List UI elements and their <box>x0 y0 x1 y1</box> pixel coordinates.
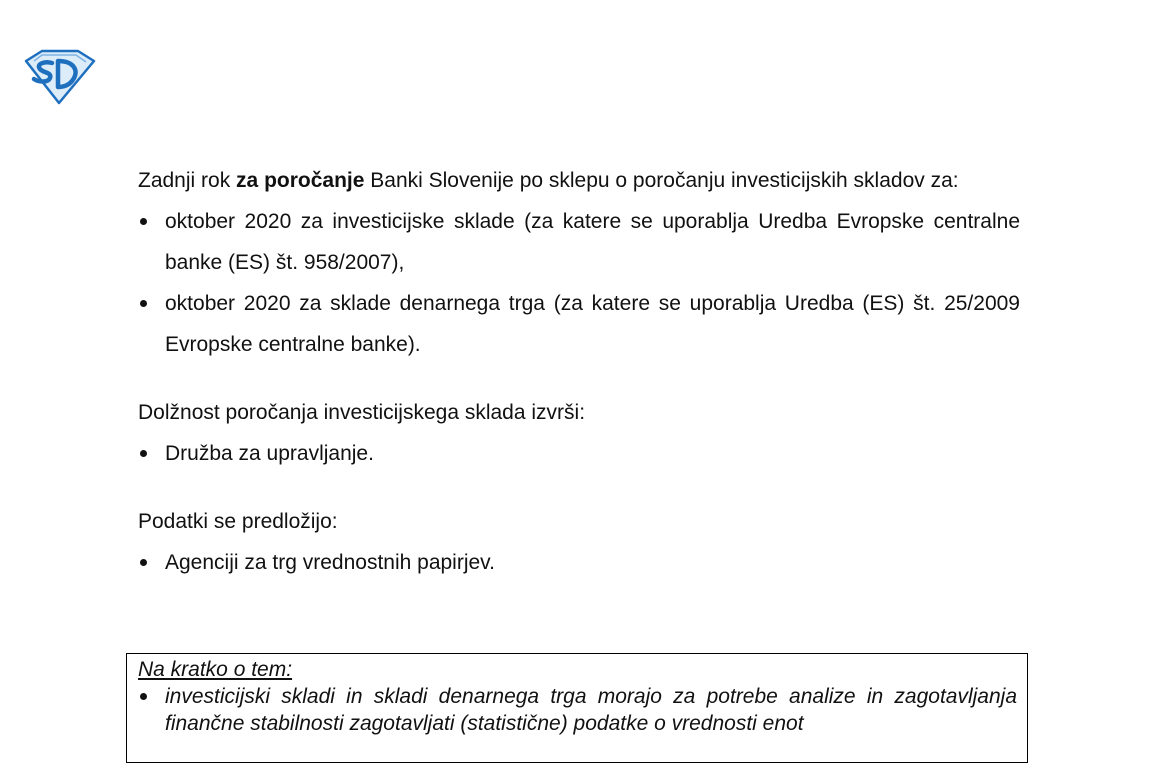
duty-list <box>138 433 1020 474</box>
sd-shield-logo-icon <box>22 47 96 105</box>
list-item: oktober 2020 za sklade denarnega trga (za katere se uporablja Uredba (ES) št. 25/2009 Evropske centralne banke). <box>138 283 1020 365</box>
reporting-deadline-paragraph <box>138 160 1020 201</box>
list-item: investicijski skladi in skladi denarnega trga morajo za potrebe analize in zagotavljanja finančne stabilnosti zagotavljati (statistične) podatke o vrednosti enot <box>138 683 1017 737</box>
list-item: oktober 2020 za investicijske sklade (za katere se uporablja Uredba Evropske centralne banke (ES) št. 958/2007), <box>138 201 1020 283</box>
list-item: Družba za upravljanje. <box>138 433 1020 474</box>
document-body <box>138 160 1020 583</box>
reporting-duty-heading: Dolžnost poročanja investicijskega sklada izvrši: <box>138 401 586 424</box>
submission-list <box>138 542 1020 583</box>
summary-heading: Na kratko o tem: <box>138 658 293 681</box>
intro-bold-term: poročanje <box>264 169 365 192</box>
intro-text-rest: Banki Slovenije po sklepu o poročanju investicijskih skladov za: <box>364 169 959 192</box>
intro-text: Zadnji rok <box>138 169 237 192</box>
submission-heading: Podatki se predložijo: <box>138 510 338 533</box>
summary-box <box>126 653 1028 763</box>
deadline-list <box>138 201 1020 365</box>
intro-bold-za: za <box>236 169 259 192</box>
list-item: Agenciji za trg vrednostnih papirjev. <box>138 542 1020 583</box>
logo <box>22 47 96 105</box>
summary-list <box>138 683 1017 737</box>
